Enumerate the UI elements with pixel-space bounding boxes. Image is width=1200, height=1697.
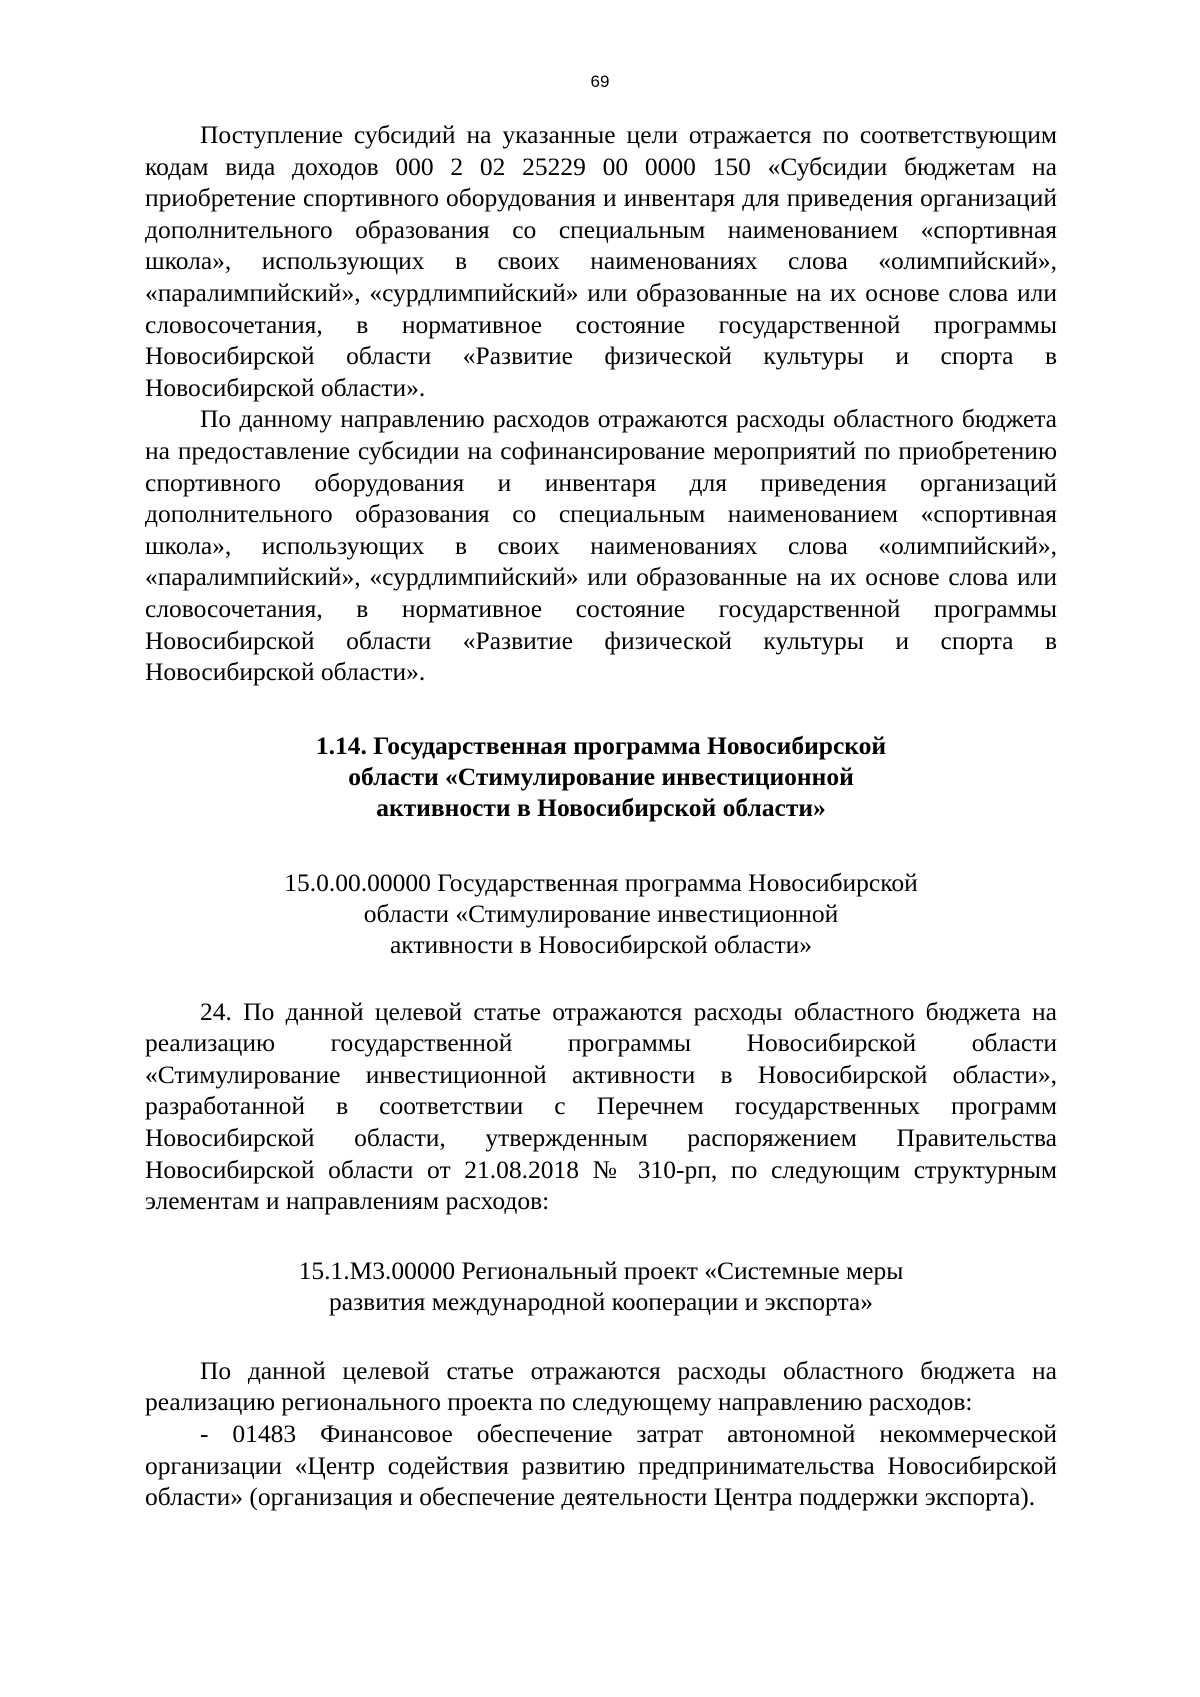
section-heading-line-2: области «Стимулирование инвестиционной <box>348 761 854 791</box>
project-heading-line-2: развития международной кооперации и экспорта» <box>329 1286 873 1316</box>
section-heading-line-1: 1.14. Государственная программа Новосибирской <box>315 730 887 760</box>
paragraph-target-article-24: 24. По данной целевой статье отражаются расходы областного бюджета на реализацию государственной программы Новосибирской области «Стимулирование инвестиционной активности в Новосибирской области», разработанной в соответствии с Перечнем государственных программ Новосибирской области, утвержденным распоряжением Правительства Новосибирской области от 21.08.2018 № 310-рп, по следующим структурным элементам и направлениям расходов: <box>145 996 1057 1216</box>
document-body <box>145 119 1057 1513</box>
paragraph-expense-direction: По данному направлению расходов отражаются расходы областного бюджета на предоставление субсидии на софинансирование мероприятий по приобретению спортивного оборудования и инвентаря для приведения организаций дополнительного образования со специальным наименованием «спортивная школа», использующих в своих наименованиях слова «олимпийский», «паралимпийский», «сурдлимпийский» или образованные на их основе слова или словосочетания, в нормативное состояние государственной программы Новосибирской области «Развитие физической культуры и спорта в Новосибирской области». <box>145 404 1057 687</box>
program-code-heading-line-2: области «Стимулирование инвестиционной <box>363 898 839 928</box>
project-heading <box>145 1255 1057 1317</box>
program-code-heading-line-1: 15.0.00.00000 Государственная программа Новосибирской <box>284 867 918 897</box>
paragraph-subsidy-receipt: Поступление субсидий на указанные цели отражается по соответствующим кодам вида доходов 000 2 02 25229 00 0000 150 «Субсидии бюджетам на приобретение спортивного оборудования и инвентаря для приведения организаций дополнительного образования со специальным наименованием «спортивная школа», использующих в своих наименованиях слова «олимпийский», «паралимпийский», «сурдлимпийский» или образованные на их основе слова или словосочетания, в нормативное состояние государственной программы Новосибирской области «Развитие физической культуры и спорта в Новосибирской области». <box>145 120 1057 402</box>
page-number: 69 <box>590 72 610 91</box>
project-heading-line-1: 15.1.М3.00000 Региональный проект «Системные меры <box>298 1255 904 1285</box>
paragraph-expense-item-01483: - 01483 Финансовое обеспечение затрат автономной некоммерческой организации «Центр содействия развитию предпринимательства Новосибирской области» (организация и обеспечение деятельности Центра поддержки экспорта). <box>145 1419 1057 1512</box>
program-code-heading-line-3: активности в Новосибирской области» <box>389 929 813 959</box>
paragraph-regional-project: По данной целевой статье отражаются расходы областного бюджета на реализацию регионального проекта по следующему направлению расходов: <box>145 1355 1057 1417</box>
program-code-heading <box>145 867 1057 960</box>
section-heading-line-3: активности в Новосибирской области» <box>376 792 826 822</box>
section-heading <box>145 730 1057 823</box>
